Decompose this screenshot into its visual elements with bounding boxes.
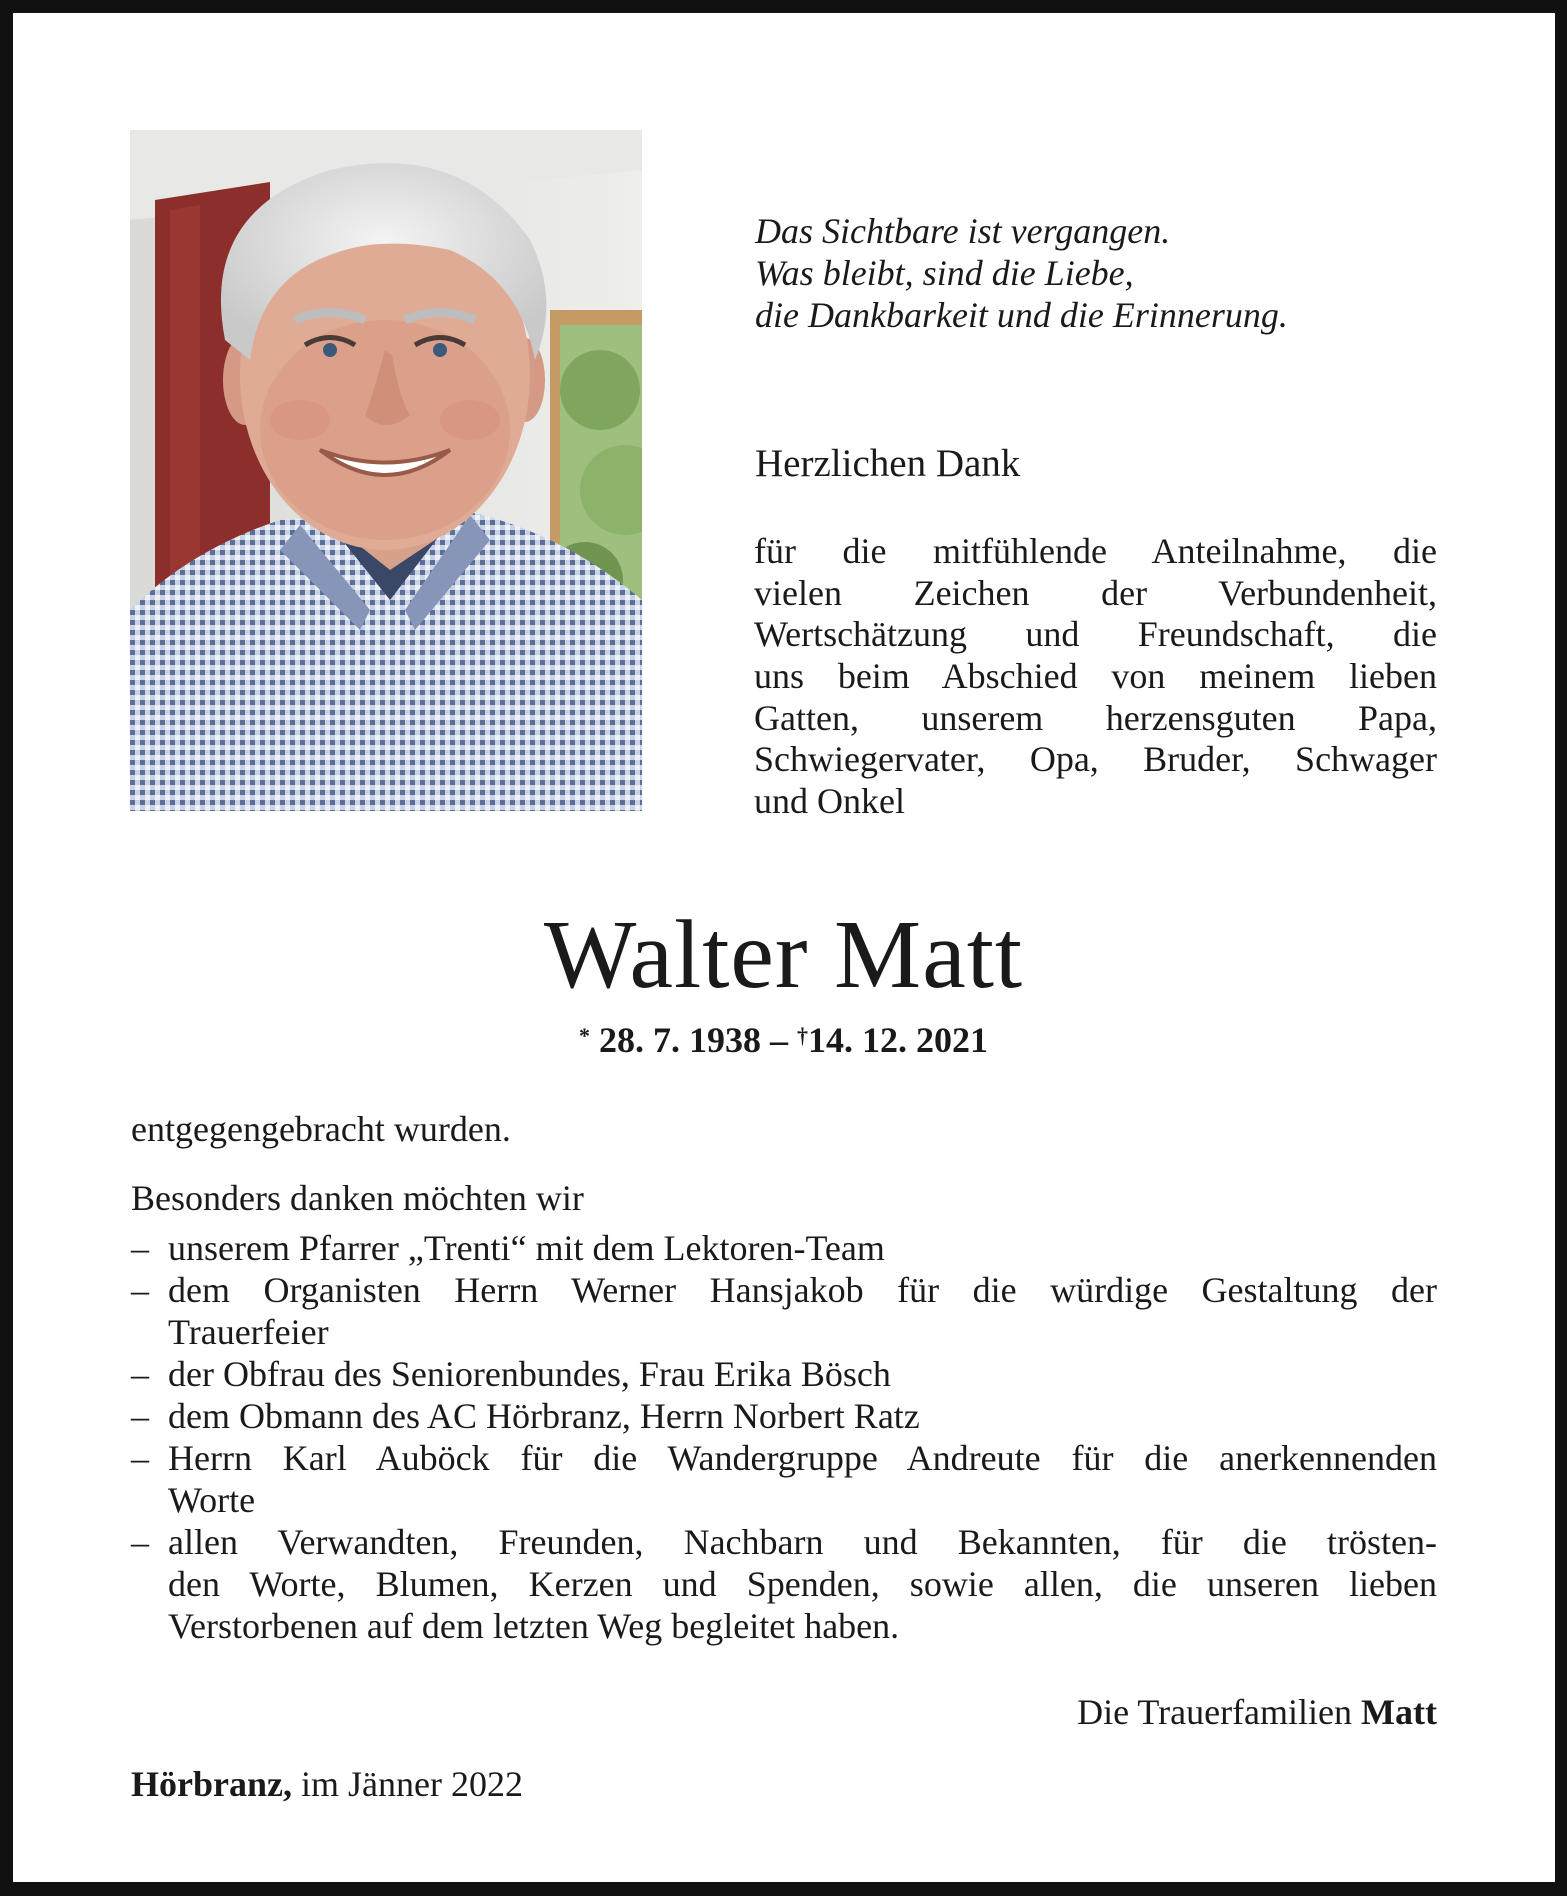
acknowledgement-text: der Obfrau des Seniorenbundes, Frau Erika Bösch [168,1354,891,1394]
list-dash: – [131,1270,149,1310]
date-separator: – [770,1020,788,1060]
place-town: Hörbranz, [131,1764,292,1804]
signature [1077,1690,1437,1734]
place-date [131,1762,523,1806]
portrait-photo [130,130,642,811]
death-date: 14. 12. 2021 [808,1020,988,1060]
acknowledgement-item [131,1269,1437,1353]
signature-prefix: Die Trauerfamilien [1077,1692,1353,1732]
list-dash: – [131,1522,149,1562]
place-date-text: im Jänner 2022 [300,1764,523,1804]
acknowledgement-item [131,1395,1437,1437]
acknowledgement-text: Trauerfeier [168,1312,329,1352]
acknowledgement-text: Worte [168,1480,256,1520]
list-dash: – [131,1396,149,1436]
thanks-line: Schwiegervater, Opa, Bruder, Schwager [754,739,1437,780]
thanks-line: und Onkel [754,781,905,822]
acknowledgement-text: dem Obmann des AC Hörbranz, Herrn Norbert Ratz [168,1396,920,1436]
quote-line: Das Sichtbare ist vergangen. [755,211,1171,251]
deceased-name: Walter Matt [543,901,1024,1009]
quote-line: die Dankbarkeit und die Erinnerung. [755,295,1288,335]
acknowledgement-text: Herrn Karl Auböck für die Wandergruppe Andreute für die anerkennenden [168,1438,1437,1478]
acknowledgement-item [131,1227,1437,1269]
thanks-line: Gatten, unserem herzensguten Papa, [754,697,1437,738]
acknowledgement-item [131,1437,1437,1521]
list-dash: – [131,1228,149,1268]
acknowledgements-intro: Besonders danken möchten wir [131,1178,584,1218]
acknowledgement-item [131,1521,1437,1647]
acknowledgement-text: dem Organisten Herrn Werner Hansjakob für die würdige Gestaltung der [168,1270,1437,1310]
thanks-body [754,531,1437,823]
quote [755,210,1455,336]
list-dash: – [131,1438,149,1478]
life-dates [0,1018,1567,1062]
continuation-text: entgegengebracht wurden. [131,1109,511,1149]
thanks-line: für die mitfühlende Anteilnahme, die [754,531,1437,571]
thanks-heading: Herzlichen Dank [755,442,1021,485]
acknowledgements-list [131,1227,1437,1647]
acknowledgement-text: unserem Pfarrer „Trenti“ mit dem Lektoren-Team [168,1228,885,1268]
death-symbol: † [797,1023,808,1048]
quote-line: Was bleibt, sind die Liebe, [755,253,1134,293]
signature-family: Matt [1361,1692,1437,1732]
acknowledgement-text: den Worte, Blumen, Kerzen und Spenden, sowie allen, die unseren lieben [168,1564,1437,1604]
acknowledgement-item [131,1353,1437,1395]
acknowledgement-text: Verstorbenen auf dem letzten Weg begleitet haben. [168,1606,900,1646]
birth-symbol: * [579,1023,590,1048]
list-dash: – [131,1354,149,1394]
portrait-icon [130,130,642,811]
thanks-line: vielen Zeichen der Verbundenheit, [754,572,1437,613]
birth-date: 28. 7. 1938 [599,1020,761,1060]
thanks-line: Wertschätzung und Freundschaft, die [754,614,1437,655]
acknowledgement-text: allen Verwandten, Freunden, Nachbarn und Bekannten, für die trösten- [168,1522,1437,1562]
thanks-line: uns beim Abschied von meinem lieben [754,656,1437,697]
